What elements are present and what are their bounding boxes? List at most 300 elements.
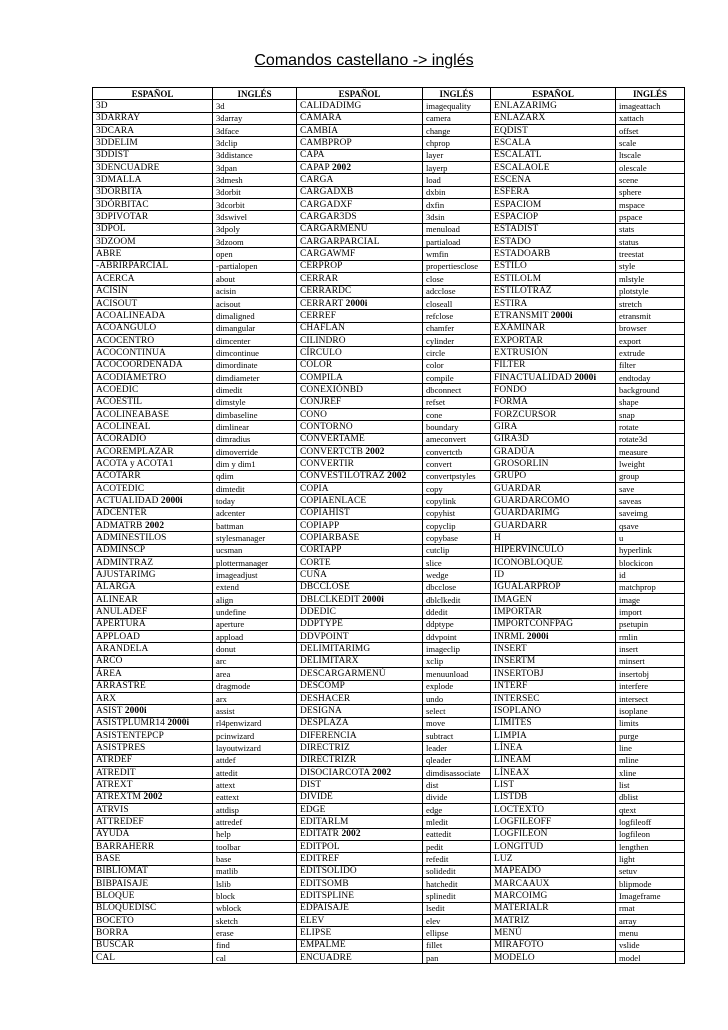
table-row [93, 248, 685, 260]
english-command: extend [213, 581, 297, 593]
spanish-command: CARGAWMF [297, 248, 423, 260]
spanish-command: ADMATRB 2002 [93, 520, 213, 532]
english-command: snap [616, 408, 685, 420]
spanish-command: ADMINSCP [93, 544, 213, 556]
english-command: 3ddistance [213, 149, 297, 161]
spanish-command: CERRART 2000i [297, 297, 423, 309]
spanish-command: MATRIZ [491, 915, 616, 927]
english-command: layoutwizard [213, 742, 297, 754]
spanish-command: FILTER [491, 359, 616, 371]
english-command: acisout [213, 297, 297, 309]
spanish-command: AYUDA [93, 828, 213, 840]
table-row [93, 458, 685, 470]
table-row [93, 408, 685, 420]
english-command: attdef [213, 754, 297, 766]
english-command: change [423, 125, 491, 137]
spanish-command: DESHACER [297, 692, 423, 704]
english-command: endtoday [616, 371, 685, 383]
table-row [93, 878, 685, 890]
english-command: ucsman [213, 544, 297, 556]
table-row [93, 791, 685, 803]
spanish-command: BORRA [93, 927, 213, 939]
english-command: refedit [423, 853, 491, 865]
spanish-command: ADMINESTILOS [93, 532, 213, 544]
table-row [93, 618, 685, 630]
spanish-command: LUZ [491, 853, 616, 865]
commands-table [92, 87, 685, 964]
spanish-command: BARRAHERR [93, 840, 213, 852]
english-command: ameconvert [423, 433, 491, 445]
spanish-command: GUARDARCOMO [491, 495, 616, 507]
table-row [93, 569, 685, 581]
english-command: sketch [213, 915, 297, 927]
table-row [93, 816, 685, 828]
english-command: slice [423, 557, 491, 569]
spanish-command: ESCENA [491, 174, 616, 186]
english-command: 3dcorbit [213, 199, 297, 211]
spanish-command: CARGADXB [297, 186, 423, 198]
table-row [93, 310, 685, 322]
english-command: arx [213, 692, 297, 704]
english-command: measure [616, 445, 685, 457]
english-command: pspace [616, 211, 685, 223]
spanish-command: CERRARDC [297, 285, 423, 297]
spanish-command: ENLAZARX [491, 112, 616, 124]
spanish-command: COPIARBASE [297, 532, 423, 544]
english-command: dblclkedit [423, 594, 491, 606]
english-command: logfileon [616, 828, 685, 840]
table-row [93, 273, 685, 285]
english-command: partiaload [423, 236, 491, 248]
spanish-command: DBLCLKEDIT 2000i [297, 594, 423, 606]
english-command: 3dclip [213, 137, 297, 149]
table-row [93, 853, 685, 865]
release-tag: 2002 [331, 162, 352, 173]
english-command: qtext [616, 803, 685, 815]
spanish-command: IMPORTCONFPAG [491, 618, 616, 630]
english-command: dist [423, 779, 491, 791]
table-row [93, 162, 685, 174]
release-tag: 2002 [341, 829, 361, 840]
english-command: lengthen [616, 840, 685, 852]
english-command: offset [616, 125, 685, 137]
english-command: dbcclose [423, 581, 491, 593]
table-body [93, 100, 685, 964]
spanish-command: EDITARLM [297, 816, 423, 828]
release-tag: 2002 [372, 767, 392, 778]
spanish-command: LOGFILEON [491, 828, 616, 840]
english-command: dimdiameter [213, 371, 297, 383]
table-row [93, 396, 685, 408]
english-command: toolbar [213, 840, 297, 852]
english-command: mlstyle [616, 273, 685, 285]
table-row [93, 433, 685, 445]
spanish-command: IMPORTAR [491, 606, 616, 618]
spanish-command: 3DDIST [93, 149, 213, 161]
english-command: area [213, 668, 297, 680]
table-row [93, 939, 685, 951]
table-row [93, 445, 685, 457]
spanish-command: EDGE [297, 803, 423, 815]
english-command: appload [213, 631, 297, 643]
spanish-command: 3DZOOM [93, 236, 213, 248]
spanish-command: EDITATR 2002 [297, 828, 423, 840]
table-row [93, 520, 685, 532]
spanish-command: 3DÓRBITA [93, 186, 213, 198]
english-command: wblock [213, 902, 297, 914]
table-row [93, 631, 685, 643]
english-command: mspace [616, 199, 685, 211]
spanish-command: -ABRIRPARCIAL [93, 260, 213, 272]
spanish-command: ACOREMPLAZAR [93, 445, 213, 457]
english-command: olescale [616, 162, 685, 174]
spanish-command: INTERSEC [491, 692, 616, 704]
english-command: qsave [616, 520, 685, 532]
spanish-command: ANULADEF [93, 606, 213, 618]
english-command: minsert [616, 655, 685, 667]
spanish-command: GRUPO [491, 470, 616, 482]
english-command: scene [616, 174, 685, 186]
spanish-command: FORZCURSOR [491, 408, 616, 420]
english-command: erase [213, 927, 297, 939]
spanish-command: LONGITUD [491, 840, 616, 852]
spanish-command: DIRECTRIZR [297, 754, 423, 766]
spanish-command: MARCAAUX [491, 878, 616, 890]
page-title: Comandos castellano -> inglés [254, 52, 474, 69]
spanish-command: INSERT [491, 643, 616, 655]
spanish-command: 3DARRAY [93, 112, 213, 124]
english-command: refset [423, 396, 491, 408]
english-command: menuunload [423, 668, 491, 680]
spanish-command: EDPAISAJE [297, 902, 423, 914]
spanish-command: ACOLINEABASE [93, 408, 213, 420]
spanish-command: EXAMINAR [491, 322, 616, 334]
spanish-command: ASISTENTEPCP [93, 729, 213, 741]
spanish-command: ESPACIOM [491, 199, 616, 211]
english-command: dimlinear [213, 421, 297, 433]
english-command: dim y dim1 [213, 458, 297, 470]
spanish-command: LOCTEXTO [491, 803, 616, 815]
spanish-command: CERRAR [297, 273, 423, 285]
spanish-command: ESTILOTRAZ [491, 285, 616, 297]
spanish-command: ACOLINEAL [93, 421, 213, 433]
spanish-command: ASIST 2000i [93, 705, 213, 717]
spanish-command: CAL [93, 952, 213, 964]
spanish-command: ATREDIT [93, 766, 213, 778]
spanish-command: DIFERENCIA [297, 729, 423, 741]
release-tag: 2002 [143, 792, 163, 803]
table-row [93, 347, 685, 359]
english-command: base [213, 853, 297, 865]
spanish-command: DIST [297, 779, 423, 791]
spanish-command: ELEV [297, 915, 423, 927]
spanish-command: CAPA [297, 149, 423, 161]
spanish-command: COPIAHIST [297, 507, 423, 519]
english-command: menuload [423, 223, 491, 235]
english-command: ddedit [423, 606, 491, 618]
spanish-command: CARGARPARCIAL [297, 236, 423, 248]
english-command: hyperlink [616, 544, 685, 556]
spanish-command: ISOPLANO [491, 705, 616, 717]
spanish-command: CAPAP 2002 [297, 162, 423, 174]
release-tag: 2000i [526, 631, 549, 642]
english-command: ddptype [423, 618, 491, 630]
spanish-command: EQDIST [491, 125, 616, 137]
spanish-command: ASISTPLUMR14 2000i [93, 717, 213, 729]
english-command: attredef [213, 816, 297, 828]
spanish-command: ESCALAOLE [491, 162, 616, 174]
english-command: leader [423, 742, 491, 754]
english-command: matlib [213, 865, 297, 877]
table-row [93, 507, 685, 519]
table-row [93, 149, 685, 161]
spanish-command: CARGADXF [297, 199, 423, 211]
english-command: block [213, 890, 297, 902]
english-command: undefine [213, 606, 297, 618]
english-command: dblist [616, 791, 685, 803]
spanish-command: INRML 2000i [491, 631, 616, 643]
english-command: purge [616, 729, 685, 741]
english-command: circle [423, 347, 491, 359]
table-row [93, 470, 685, 482]
english-command: intersect [616, 692, 685, 704]
spanish-command: BUSCAR [93, 939, 213, 951]
english-command: rmat [616, 902, 685, 914]
spanish-command: DIVIDE [297, 791, 423, 803]
spanish-command: ADMINTRAZ [93, 557, 213, 569]
table-row [93, 705, 685, 717]
spanish-command: ID [491, 569, 616, 581]
spanish-command: IMAGEN [491, 594, 616, 606]
english-command: qdim [213, 470, 297, 482]
table-row [93, 297, 685, 309]
spanish-command: H [491, 532, 616, 544]
spanish-command: ACISOUT [93, 297, 213, 309]
table-row [93, 717, 685, 729]
english-command: dimradius [213, 433, 297, 445]
english-command: psetupin [616, 618, 685, 630]
spanish-command: ARX [93, 692, 213, 704]
english-command: hatchedit [423, 878, 491, 890]
table-row [93, 125, 685, 137]
english-command: import [616, 606, 685, 618]
english-command: 3dface [213, 125, 297, 137]
table-row [93, 779, 685, 791]
english-command: interfere [616, 680, 685, 692]
spanish-command: CERREF [297, 310, 423, 322]
table-row [93, 840, 685, 852]
spanish-command: 3DPOL [93, 223, 213, 235]
spanish-command: DESCOMP [297, 680, 423, 692]
spanish-command: LINEAM [491, 754, 616, 766]
english-command: line [616, 742, 685, 754]
table-row [93, 199, 685, 211]
release-tag: 2000i [160, 496, 183, 507]
spanish-command: ARCO [93, 655, 213, 667]
spanish-command: APPLOAD [93, 631, 213, 643]
spanish-command: CORTE [297, 557, 423, 569]
spanish-command: ACOTEDIC [93, 483, 213, 495]
table-row [93, 334, 685, 346]
spanish-command: GIRA3D [491, 433, 616, 445]
spanish-command: ESTADIST [491, 223, 616, 235]
spanish-command: EDITSÓLIDO [297, 865, 423, 877]
english-command: solidedit [423, 865, 491, 877]
english-command: dimedit [213, 384, 297, 396]
table-row [93, 668, 685, 680]
table-row [93, 927, 685, 939]
spanish-command: ENLAZARIMG [491, 100, 616, 112]
english-command: cutclip [423, 544, 491, 556]
english-command: help [213, 828, 297, 840]
table-row [93, 594, 685, 606]
spanish-command: ACOTA y ACOTA1 [93, 458, 213, 470]
spanish-command: ENCUADRE [297, 952, 423, 964]
english-command: copy [423, 483, 491, 495]
release-tag: 2000i [124, 705, 147, 716]
english-command: -partialopen [213, 260, 297, 272]
english-command: about [213, 273, 297, 285]
table-row [93, 655, 685, 667]
english-command: 3dswivel [213, 211, 297, 223]
spanish-command: ABRE [93, 248, 213, 260]
english-command: copylink [423, 495, 491, 507]
table-row [93, 581, 685, 593]
spanish-command: FORMA [491, 396, 616, 408]
table-row [93, 137, 685, 149]
english-command: extrude [616, 347, 685, 359]
english-command: propertiesclose [423, 260, 491, 272]
spanish-command: GIRA [491, 421, 616, 433]
spanish-command: LIMPIA [491, 729, 616, 741]
spanish-command: ARANDELA [93, 643, 213, 655]
english-command: rl4penwizard [213, 717, 297, 729]
release-tag: 2002 [387, 471, 407, 482]
english-command: light [616, 853, 685, 865]
english-command: filter [616, 359, 685, 371]
header-spanish-2: ESPAÑOL [297, 88, 423, 100]
english-command: dragmode [213, 680, 297, 692]
table-row [93, 865, 685, 877]
table-row [93, 952, 685, 964]
spanish-command: EMPALME [297, 939, 423, 951]
spanish-command: GUARDARIMG [491, 507, 616, 519]
spanish-command: GRADÚA [491, 445, 616, 457]
english-command: close [423, 273, 491, 285]
spanish-command: GROSORLIN [491, 458, 616, 470]
spanish-command: EXPORTAR [491, 334, 616, 346]
english-command: id [616, 569, 685, 581]
english-command: dxbin [423, 186, 491, 198]
spanish-command: GUARDARR [491, 520, 616, 532]
spanish-command: BIBLIOMAT [93, 865, 213, 877]
english-command: eattedit [423, 828, 491, 840]
english-command: find [213, 939, 297, 951]
spanish-command: CONVESTILOTRAZ 2002 [297, 470, 423, 482]
spanish-command: ATREXT [93, 779, 213, 791]
english-command: plotstyle [616, 285, 685, 297]
table-row [93, 828, 685, 840]
spanish-command: 3DCARA [93, 125, 213, 137]
spanish-command: CÁMARA [297, 112, 423, 124]
english-command: imagequality [423, 100, 491, 112]
english-command: compile [423, 371, 491, 383]
english-command: logfileoff [616, 816, 685, 828]
spanish-command: ADCENTER [93, 507, 213, 519]
english-command: sphere [616, 186, 685, 198]
english-command: dimaligned [213, 310, 297, 322]
english-command: ddvpoint [423, 631, 491, 643]
english-command: lweight [616, 458, 685, 470]
english-command: 3darray [213, 112, 297, 124]
english-command: camera [423, 112, 491, 124]
english-command: export [616, 334, 685, 346]
release-tag: 2000i [362, 594, 384, 605]
english-command: attedit [213, 766, 297, 778]
english-command: acisin [213, 285, 297, 297]
spanish-command: 3DDELIM [93, 137, 213, 149]
spanish-command: ELIPSE [297, 927, 423, 939]
spanish-command: IGUALARPROP [491, 581, 616, 593]
spanish-command: CÍRCULO [297, 347, 423, 359]
spanish-command: EXTRUSIÓN [491, 347, 616, 359]
english-command: refclose [423, 310, 491, 322]
english-command: select [423, 705, 491, 717]
spanish-command: ACORADIO [93, 433, 213, 445]
spanish-command: FONDO [491, 384, 616, 396]
table-row [93, 742, 685, 754]
english-command: insertobj [616, 668, 685, 680]
header-english-3: INGLÉS [616, 88, 685, 100]
table-row [93, 766, 685, 778]
spanish-command: ARRASTRE [93, 680, 213, 692]
spanish-command: BLOQUEDISC [93, 902, 213, 914]
header-english-1: INGLÉS [213, 88, 297, 100]
spanish-command: CONVERTIR [297, 458, 423, 470]
table-row [93, 421, 685, 433]
english-command: xattach [616, 112, 685, 124]
spanish-command: DIRECTRIZ [297, 742, 423, 754]
spanish-command: MODELO [491, 952, 616, 964]
spanish-command: DISOCIARCOTA 2002 [297, 766, 423, 778]
english-command: dimdisassociate [423, 766, 491, 778]
table-header-row [93, 88, 685, 100]
english-command: cylinder [423, 334, 491, 346]
table-row [93, 692, 685, 704]
spanish-command: COLOR [297, 359, 423, 371]
english-command: model [616, 952, 685, 964]
spanish-command: ESTILOLM [491, 273, 616, 285]
spanish-command: LÍNEA [491, 742, 616, 754]
spanish-command: HIPERVÍNCULO [491, 544, 616, 556]
spanish-command: DESPLAZA [297, 717, 423, 729]
release-tag: 2002 [365, 446, 385, 457]
table-row [93, 223, 685, 235]
english-command: convertctb [423, 445, 491, 457]
english-command: 3dpoly [213, 223, 297, 235]
spanish-command: 3DPIVOTAR [93, 211, 213, 223]
spanish-command: ACODIÁMETRO [93, 371, 213, 383]
english-command: closeall [423, 297, 491, 309]
spanish-command: ATREXTM 2002 [93, 791, 213, 803]
english-command: imageadjust [213, 569, 297, 581]
spanish-command: FINACTUALIDAD 2000i [491, 371, 616, 383]
header-spanish-3: ESPAÑOL [491, 88, 616, 100]
spanish-command: CARGARMENÚ [297, 223, 423, 235]
english-command: style [616, 260, 685, 272]
spanish-command: MARCOIMG [491, 890, 616, 902]
english-command: treestat [616, 248, 685, 260]
